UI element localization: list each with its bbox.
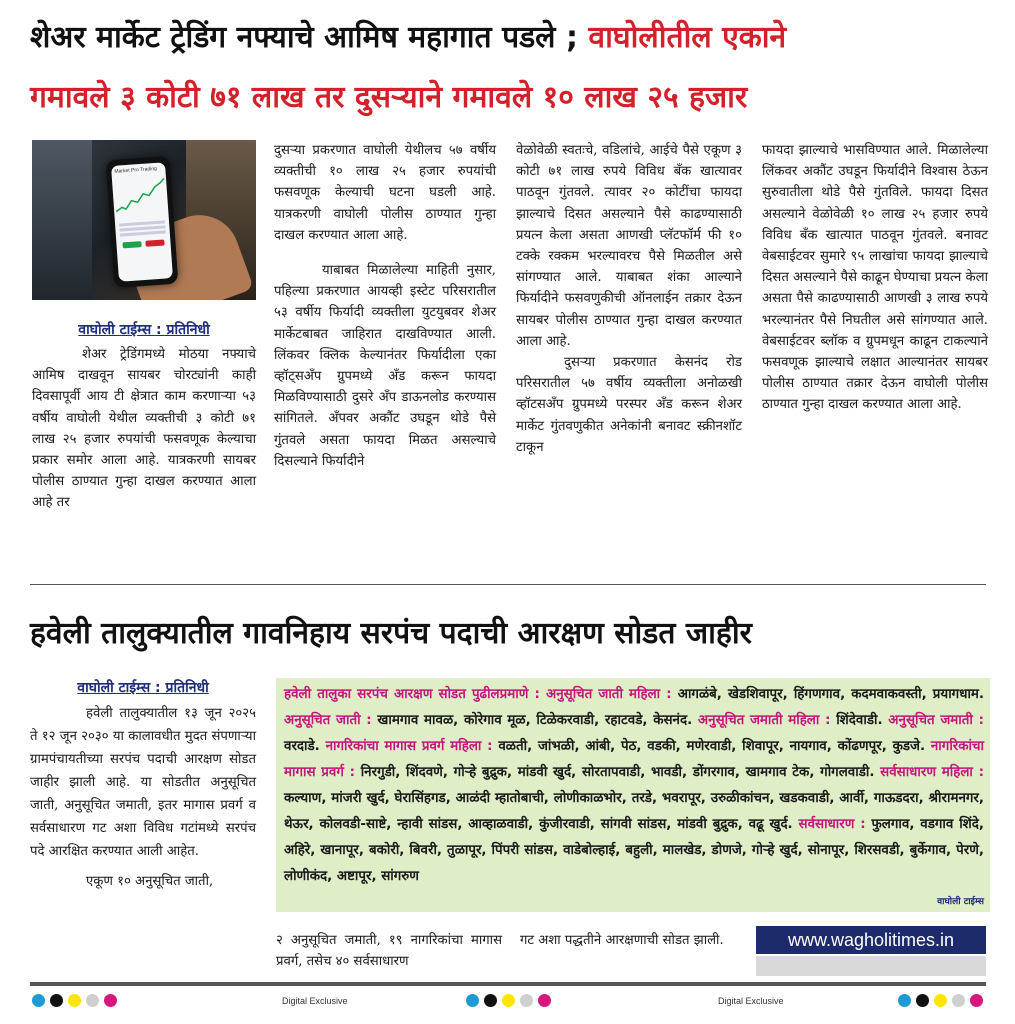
footer-rule bbox=[30, 982, 986, 986]
story-1-col-2-para-2: याबाबत मिळालेल्या माहिती नुसार, पहिल्या प्रकरणात आयव्ही इस्टेट परिसरातील ५३ वर्षीय फिर्यादी व्यक्तीला युटयुबवर शेअर मार्केटबाबत जाहिरात दाखविण्यात आली. लिंकवर क्लिक केल्यानंतर फिर्यादीला एका व्हॉट्सअँप ग्रुपमध्ये अँड करून फायदा मिळविण्यासाठी दुसरे अँप डाऊनलोड करण्यास सांगितले. अँपवर अकौंट उघडून थोडे पैसे गुंतवले असता फायदा मिळत असल्याचे दिसल्याने फिर्यादीने bbox=[274, 263, 496, 469]
story-2-byline: वाघोली टाईम्स : प्रतिनिधी bbox=[77, 680, 209, 696]
phone-shape bbox=[106, 156, 179, 288]
cat-general: सर्वसाधारण : bbox=[798, 817, 866, 832]
dot-yellow bbox=[934, 994, 947, 1007]
dot-yellow bbox=[68, 994, 81, 1007]
phone-app-title: Market Pro Trading bbox=[114, 165, 158, 175]
story-1-col-4: फायदा झाल्याचे भासविण्यात आले. मिळालेल्या लिंकवर अकौंट उघडून फिर्यादीने विश्वास ठेऊन सुरुवातीला थोडे पैसे गुंतविले. फायदा दिसत असल्याने वेळोवेळी १० लाख २५ हजार रुपये विविध बँक खात्यात पाठवून गुंतवले. बनावट वेबसाईटवर सुमारे ९५ लाखांचा फायदा झाल्याचे दिसत असल्याने पैसे काढून घेण्याचा प्रयत्न केला असता पैसे काढण्यासाठी आणखी ३ लाख रुपये भरल्यानंतर पैसे निघतील असे सांगण्यात आले. वेबसाईटवर ब्लॉक व ग्रुपमधून काढून टाकल्याने फसवणूक झाल्याचे लक्षात आल्यानंतर सायबर पोलीस ठाण्यात तक्रार देऊन वाघोली पोलीस ठाण्यात गुन्हा दाखल करण्यात आला आहे. bbox=[762, 143, 989, 413]
cat-sc-women: अनुसूचित जाती महिला : bbox=[545, 687, 672, 702]
cat-st: अनुसूचित जमाती : bbox=[888, 713, 984, 728]
list-obc-women: वळती, जांभळी, आंबी, पेठ, वडकी, मणेरवाडी, शिवापूर, नायगाव, कोंढणपूर, कुडजे. bbox=[498, 739, 926, 754]
cat-general-women: सर्वसाधारण महिला : bbox=[880, 765, 984, 780]
dot-magenta bbox=[104, 994, 117, 1007]
list-general-women: कल्याण, मांजरी खुर्द, घेरासिंहगड, आळंदी म्हातोबाची, लोणीकाळभोर, तरडे, भवरापूर, उरुळीकांचन, खडकवाडी, आर्वी, गाऊडदरा, श्रीरामनगर, थेऊर, कोलवडी-साष्टे, न्हावी सांडस, आव्हाळवाडी, कुंजीरवाडी, सांगवी सांडस, मांडवी बुद्रुक, वढू खुर्द. bbox=[284, 791, 984, 832]
color-dots-center bbox=[466, 994, 566, 1010]
story-1-byline: वाघोली टाईम्स : प्रतिनिधी bbox=[78, 322, 210, 338]
story-1-col-2-para-1: दुसऱ्या प्रकरणात वाघोली येथीलच ५७ वर्षीय व्यक्तीची १० लाख २५ हजार रुपयांची फसवणूक केल्याची घटना घडली आहे. यात्रकरणी वाघोली पोलीस ठाण्यात गुन्हा दाखल करण्यात आला आहे. bbox=[274, 143, 496, 243]
story-1-col-3 bbox=[516, 140, 742, 458]
story-1-col-2 bbox=[274, 140, 496, 472]
footer-label-right: Digital Exclusive bbox=[718, 996, 784, 1006]
buy-button-graphic bbox=[122, 241, 141, 248]
story-1-col-1: शेअर ट्रेडिंगमध्ये मोठया नफ्याचे आमिष दाखवून सायबर चोरट्यांनी काही दिवसापूर्वी आय टी क्षेत्रात काम करणाऱ्या ५३ वर्षीय वाघोली येथील व्यक्तीची ३ कोटी ७१ लाख २५ हजार रुपयांची फसवणूक केल्याचा प्रकार समोर आला आहे. यात्रकरणी सायबर पोलीस ठाण्यात गुन्हा दाखल करण्यात आला आहे तर bbox=[32, 347, 256, 511]
dot-black bbox=[484, 994, 497, 1007]
phone-screen bbox=[111, 162, 173, 281]
footer-label-left: Digital Exclusive bbox=[282, 996, 348, 1006]
list-obc: निरगुडी, शिंदवणे, गोऱ्हे बुद्रुक, मांडवी खुर्द, सोरतापवाडी, भावडी, डोंगरगाव, खामगाव टेक, गोगलवाडी. bbox=[360, 765, 875, 780]
phone-row-3 bbox=[120, 230, 166, 236]
website-shadow-bar bbox=[756, 956, 986, 976]
reservation-box bbox=[276, 678, 990, 912]
cat-obc-women: नागरिकांचा मागास प्रवर्ग महिला : bbox=[325, 739, 493, 754]
headline-1-black-part: शेअर मार्केट ट्रेडिंग नफ्याचे आमिष महागात पडले ; bbox=[30, 20, 578, 55]
color-dots-right bbox=[898, 994, 998, 1010]
box-logo: वाघोली टाईम्स bbox=[937, 897, 984, 907]
story-2-col-2: २ अनुसूचित जमाती, १९ नागरिकांचा मागास प्रवर्ग, तसेच ४० सर्वसाधारण bbox=[276, 933, 502, 970]
section-divider bbox=[30, 584, 986, 585]
dot-cyan bbox=[898, 994, 911, 1007]
cat-obc: नागरिकांचा मागास प्रवर्ग : bbox=[284, 739, 984, 780]
story-2-col-1-para-2: एकूण १० अनुसूचित जाती, bbox=[86, 874, 214, 889]
box-intro: हवेली तालुका सरपंच आरक्षण सोडत पुढीलप्रमाणे : bbox=[284, 687, 540, 702]
story-2-col-3: गट अशा पद्धतीने आरक्षणाची सोडत झाली. bbox=[520, 933, 724, 948]
headline-2: हवेली तालुक्यातील गावनिहाय सरपंच पदाची आरक्षण सोडत जाहीर bbox=[30, 616, 752, 651]
dot-cyan bbox=[466, 994, 479, 1007]
headline-1-line-1 bbox=[30, 16, 786, 60]
headline-1-line-2: गमावले ३ कोटी ७१ लाख तर दुसऱ्याने गमावले १० लाख २५ हजार bbox=[30, 80, 748, 115]
list-st: वरदाडे. bbox=[284, 739, 320, 754]
dot-gray bbox=[520, 994, 533, 1007]
phone-buttons bbox=[122, 239, 164, 248]
list-st-women: शिंदेवाडी. bbox=[836, 713, 883, 728]
sell-button-graphic bbox=[145, 239, 164, 246]
dot-yellow bbox=[502, 994, 515, 1007]
story-1-col-3-para-2: दुसऱ्या प्रकरणात केसनंद रोड परिसरातील ५७ वर्षीय व्यक्तीला अनोळखी व्हॉटसअँप ग्रुपमध्ये परस्पर अँड करून शेअर मार्केट गुंतवणुकीत अनेकांनी बनावट स्क्रीनशॉट टाकून bbox=[516, 355, 742, 455]
dot-cyan bbox=[32, 994, 45, 1007]
dot-magenta bbox=[538, 994, 551, 1007]
stock-chart-graphic bbox=[112, 174, 169, 218]
photo-bg-left bbox=[32, 140, 92, 300]
cat-sc: अनुसूचित जाती : bbox=[284, 713, 372, 728]
dot-magenta bbox=[970, 994, 983, 1007]
cat-st-women: अनुसूचित जमाती महिला : bbox=[697, 713, 831, 728]
website-link[interactable]: www.wagholitimes.in bbox=[756, 926, 986, 954]
dot-black bbox=[916, 994, 929, 1007]
story-2-col-1-para-1: हवेली तालुक्यातील १३ जून २०२५ ते १२ जून २०३० या कालावधीत मुदत संपणाऱ्या ग्रामपंचायतीच्या सरपंच पदाची आरक्षण सोडत जाहीर झाली आहे. या सोडतीत अनुसूचित जाती, अनुसूचित जमाती, इतर मागास प्रवर्ग व सर्वसाधारण गट अशा विविध गटांमध्ये सरपंच पदे आरक्षित करण्यात आली आहेत. bbox=[30, 706, 256, 859]
story-2-col-1 bbox=[30, 702, 256, 892]
list-sc: खामगाव मावळ, कोरेगाव मूळ, टिळेकरवाडी, रहाटवडे, केसनंद. bbox=[377, 713, 693, 728]
headline-1-red-part: वाघोलीतील एकाने bbox=[588, 20, 787, 55]
list-sc-women: आगळंबे, खेडशिवापूर, हिंगणगाव, कदमवाकवस्ती, प्रयागधाम. bbox=[677, 687, 985, 702]
dot-gray bbox=[86, 994, 99, 1007]
dot-gray bbox=[952, 994, 965, 1007]
list-general: फुलगाव, वडगाव शिंदे, अहिरे, खानापूर, बकोरी, बिवरी, तुळापूर, पिंपरी सांडस, वाडेबोल्हाई, बहुली, मालखेड, डोणजे, गोऱ्हे खुर्द, सोनापूर, शिरसवडी, बुर्केगाव, पेरणे, लोणीकंद, अष्टापूर, सांगरुण bbox=[284, 817, 984, 884]
color-dots-left bbox=[32, 994, 132, 1010]
news-photo bbox=[32, 140, 256, 300]
dot-black bbox=[50, 994, 63, 1007]
story-1-col-3-para-1: वेळोवेळी स्वतःचे, वडिलांचे, आईचे पैसे एकूण ३ कोटी ७१ लाख रुपये विविध बँक खात्यावर पाठवून गुंतवले. त्यावर २० कोटींचा फायदा झाल्याचे दिसत असल्याने पैसे काढण्यासाठी प्रयत्न केला असता आणखी प्लॅटफॉर्म फी १० टक्के रक्कम भरल्यावरच पैसे मिळतील असे सांगण्यात आले. याबाबत शंका आल्याने फिर्यादीने फसवणुकीची ऑनलाईन तक्रार देऊन सायबर पोलीस ठाण्यात गुन्हा दाखल करण्यात आला आहे. bbox=[516, 143, 742, 349]
